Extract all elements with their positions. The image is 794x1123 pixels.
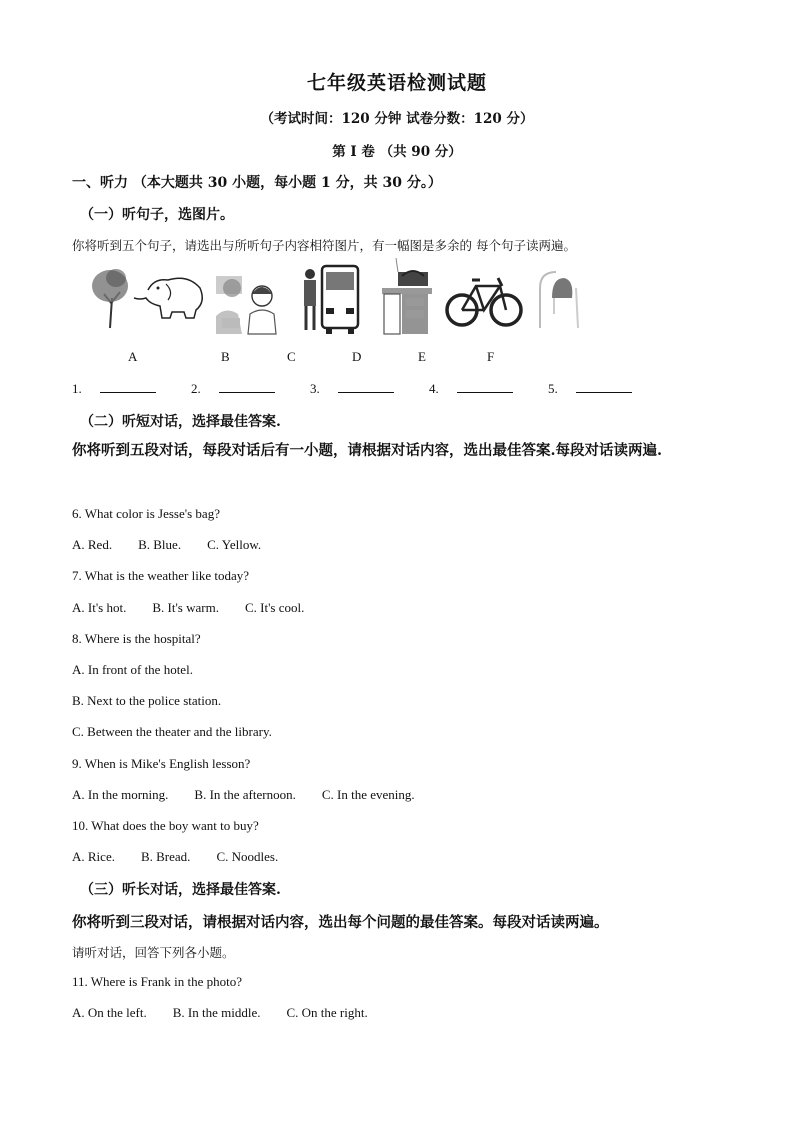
option-a[interactable]: A. It's hot. <box>72 600 127 615</box>
part2-instructions: 你将听到五段对话，每段对话后有一小题，请根据对话内容，选出最佳答案.每段对话读两遍. <box>72 442 663 459</box>
part3-subinstructions: 请听对话，回答下列各小题。 <box>72 945 235 960</box>
picture-label-a: A <box>128 349 138 364</box>
options-9 <box>72 787 441 803</box>
blank-2: 2. <box>191 380 291 397</box>
option-a[interactable]: A. In front of the hotel. <box>72 662 193 677</box>
answer-line[interactable] <box>457 380 513 393</box>
question-6: 6. What color is Jesse's bag? <box>72 506 220 521</box>
question-7: 7. What is the weather like today? <box>72 568 250 583</box>
part-heading: 第 I 卷 （共 90 分） <box>332 144 462 160</box>
question-11: 11. Where is Frank in the photo? <box>72 974 243 989</box>
picture-label-c: C <box>287 349 296 364</box>
answer-line[interactable] <box>338 380 394 393</box>
picture-label-e: E <box>418 349 426 364</box>
options-7 <box>72 600 330 616</box>
answer-line[interactable] <box>100 380 156 393</box>
blank-1: 1. <box>72 380 172 397</box>
option-b[interactable]: B. Next to the police station. <box>72 693 222 708</box>
option-a[interactable]: A. Red. <box>72 537 113 552</box>
options-6 <box>72 537 287 553</box>
option-c[interactable]: C. It's cool. <box>244 600 305 615</box>
option-a[interactable]: A. On the left. <box>72 1005 147 1020</box>
exam-subtitle: （考试时间：120 分钟 试卷分数：120 分） <box>260 111 534 127</box>
window-picture <box>532 258 588 334</box>
option-c[interactable]: C. In the evening. <box>321 787 415 802</box>
answer-line[interactable] <box>219 380 275 393</box>
part3-instructions: 你将听到三段对话，请根据对话内容，选出每个问题的最佳答案。每段对话读两遍。 <box>72 914 609 931</box>
options-10 <box>72 849 304 865</box>
man-bus-picture <box>296 258 362 336</box>
option-b[interactable]: B. In the afternoon. <box>194 787 296 802</box>
blank-5: 5. <box>548 380 648 397</box>
part2-heading: （二）听短对话，选择最佳答案. <box>80 414 281 430</box>
section-heading: 一、听力 （本大题共 30 小题，每小题 1 分，共 30 分。） <box>72 175 442 191</box>
option-a[interactable]: A. Rice. <box>72 849 115 864</box>
option-b[interactable]: B. In the middle. <box>172 1005 261 1020</box>
option-c[interactable]: C. Between the theater and the library. <box>72 724 272 739</box>
option-b[interactable]: B. Blue. <box>138 537 182 552</box>
question-10: 10. What does the boy want to buy? <box>72 818 259 833</box>
option-c[interactable]: C. On the right. <box>286 1005 368 1020</box>
option-c[interactable]: C. Yellow. <box>207 537 262 552</box>
exam-title: 七年级英语检测试题 <box>306 72 487 94</box>
tree-elephant-picture <box>88 258 208 330</box>
option-c[interactable]: C. Noodles. <box>216 849 279 864</box>
option-b[interactable]: B. Bread. <box>140 849 191 864</box>
blank-3: 3. <box>310 380 410 397</box>
picture-label-b: B <box>221 349 230 364</box>
picture-label-f: F <box>487 349 495 364</box>
option-a[interactable]: A. In the morning. <box>72 787 169 802</box>
answer-blanks <box>72 380 664 397</box>
question-9: 9. When is Mike's English lesson? <box>72 756 251 771</box>
part3-heading: （三）听长对话，选择最佳答案. <box>80 882 281 898</box>
option-b[interactable]: B. It's warm. <box>152 600 219 615</box>
part1-instructions: 你将听到五个句子，请选出与所听句子内容相符图片，有一幅图是多余的 每个句子读两遍。 <box>72 238 576 253</box>
family-picture <box>212 258 288 338</box>
picture-row <box>88 258 598 338</box>
blank-4: 4. <box>429 380 529 397</box>
picture-label-d: D <box>352 349 362 364</box>
options-11 <box>72 1005 394 1021</box>
desk-phone-picture <box>376 258 436 338</box>
part1-heading: （一）听句子，选图片。 <box>80 207 234 223</box>
answer-line[interactable] <box>576 380 632 393</box>
question-8: 8. Where is the hospital? <box>72 631 201 646</box>
bicycle-picture <box>444 258 524 338</box>
